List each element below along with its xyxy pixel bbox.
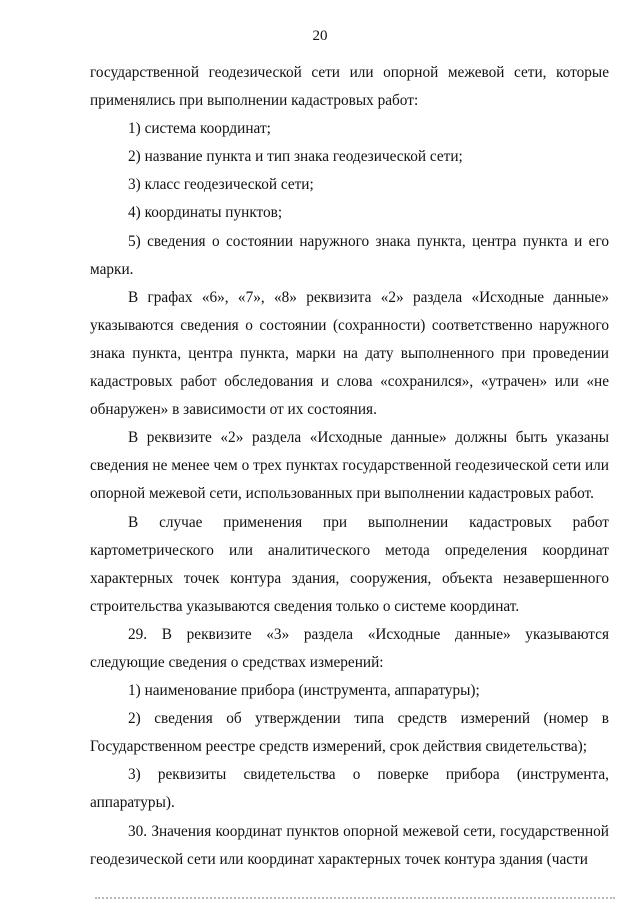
paragraph-cartometric-method: В случае применения при выполнении кадастровых работ картометрического или аналитического метода определения координат характерных точек контура здания, сооружения, объекта незавершенного строительства указываются сведения только о системе координат. [90,513,609,615]
document-body [90,59,609,874]
paragraph-item-30: 30. Значения координат пунктов опорной межевой сети, государственной геодезической сети или координат характерных точек контура здания (части [90,822,609,868]
paragraph-three-points: В реквизите «2» раздела «Исходные данные» должны быть указаны сведения не менее чем о трех пунктах государственной геодезической сети или опорной межевой сети, использованных при выполнении кадастровых работ. [90,429,609,503]
paragraph-intro-continuation: государственной геодезической сети или опорной межевой сети, которые применялись при выполнении кадастровых работ: [90,64,609,110]
paragraph-columns-6-7-8: В графах «6», «7», «8» реквизита «2» раздела «Исходные данные» указываются сведения о состоянии (сохранности) соответственно наружного знака пункта, центра пункта, марки на дату выполненного при проведении кадастровых работ обследования и слова «сохранился», «утрачен» или «не обнаружен» в зависимости от их состояния. [90,288,609,419]
list-item-type-approval: 2) сведения об утверждении типа средств измерений (номер в Государственном реестре средств измерений, срок действия свидетельства); [90,710,609,756]
list-item-point-coordinates: 4) координаты пунктов; [128,204,283,222]
paragraph-item-29: 29. В реквизите «3» раздела «Исходные данные» указываются следующие сведения о средствах измерений: [90,625,609,671]
list-item-coordinate-system: 1) система координат; [128,120,271,138]
list-item-point-name: 2) название пункта и тип знака геодезической сети; [128,148,463,166]
page-number: 20 [312,28,328,44]
list-item-verification-certificate: 3) реквизиты свидетельства о поверке прибора (инструмента, аппаратуры). [90,766,609,812]
scan-footer-artifact [95,897,615,902]
list-item-sign-condition: 5) сведения о состоянии наружного знака пункта, центра пункта и его марки. [90,232,609,278]
list-item-device-name: 1) наименование прибора (инструмента, аппаратуры); [128,682,480,700]
list-item-network-class: 3) класс геодезической сети; [128,176,314,194]
